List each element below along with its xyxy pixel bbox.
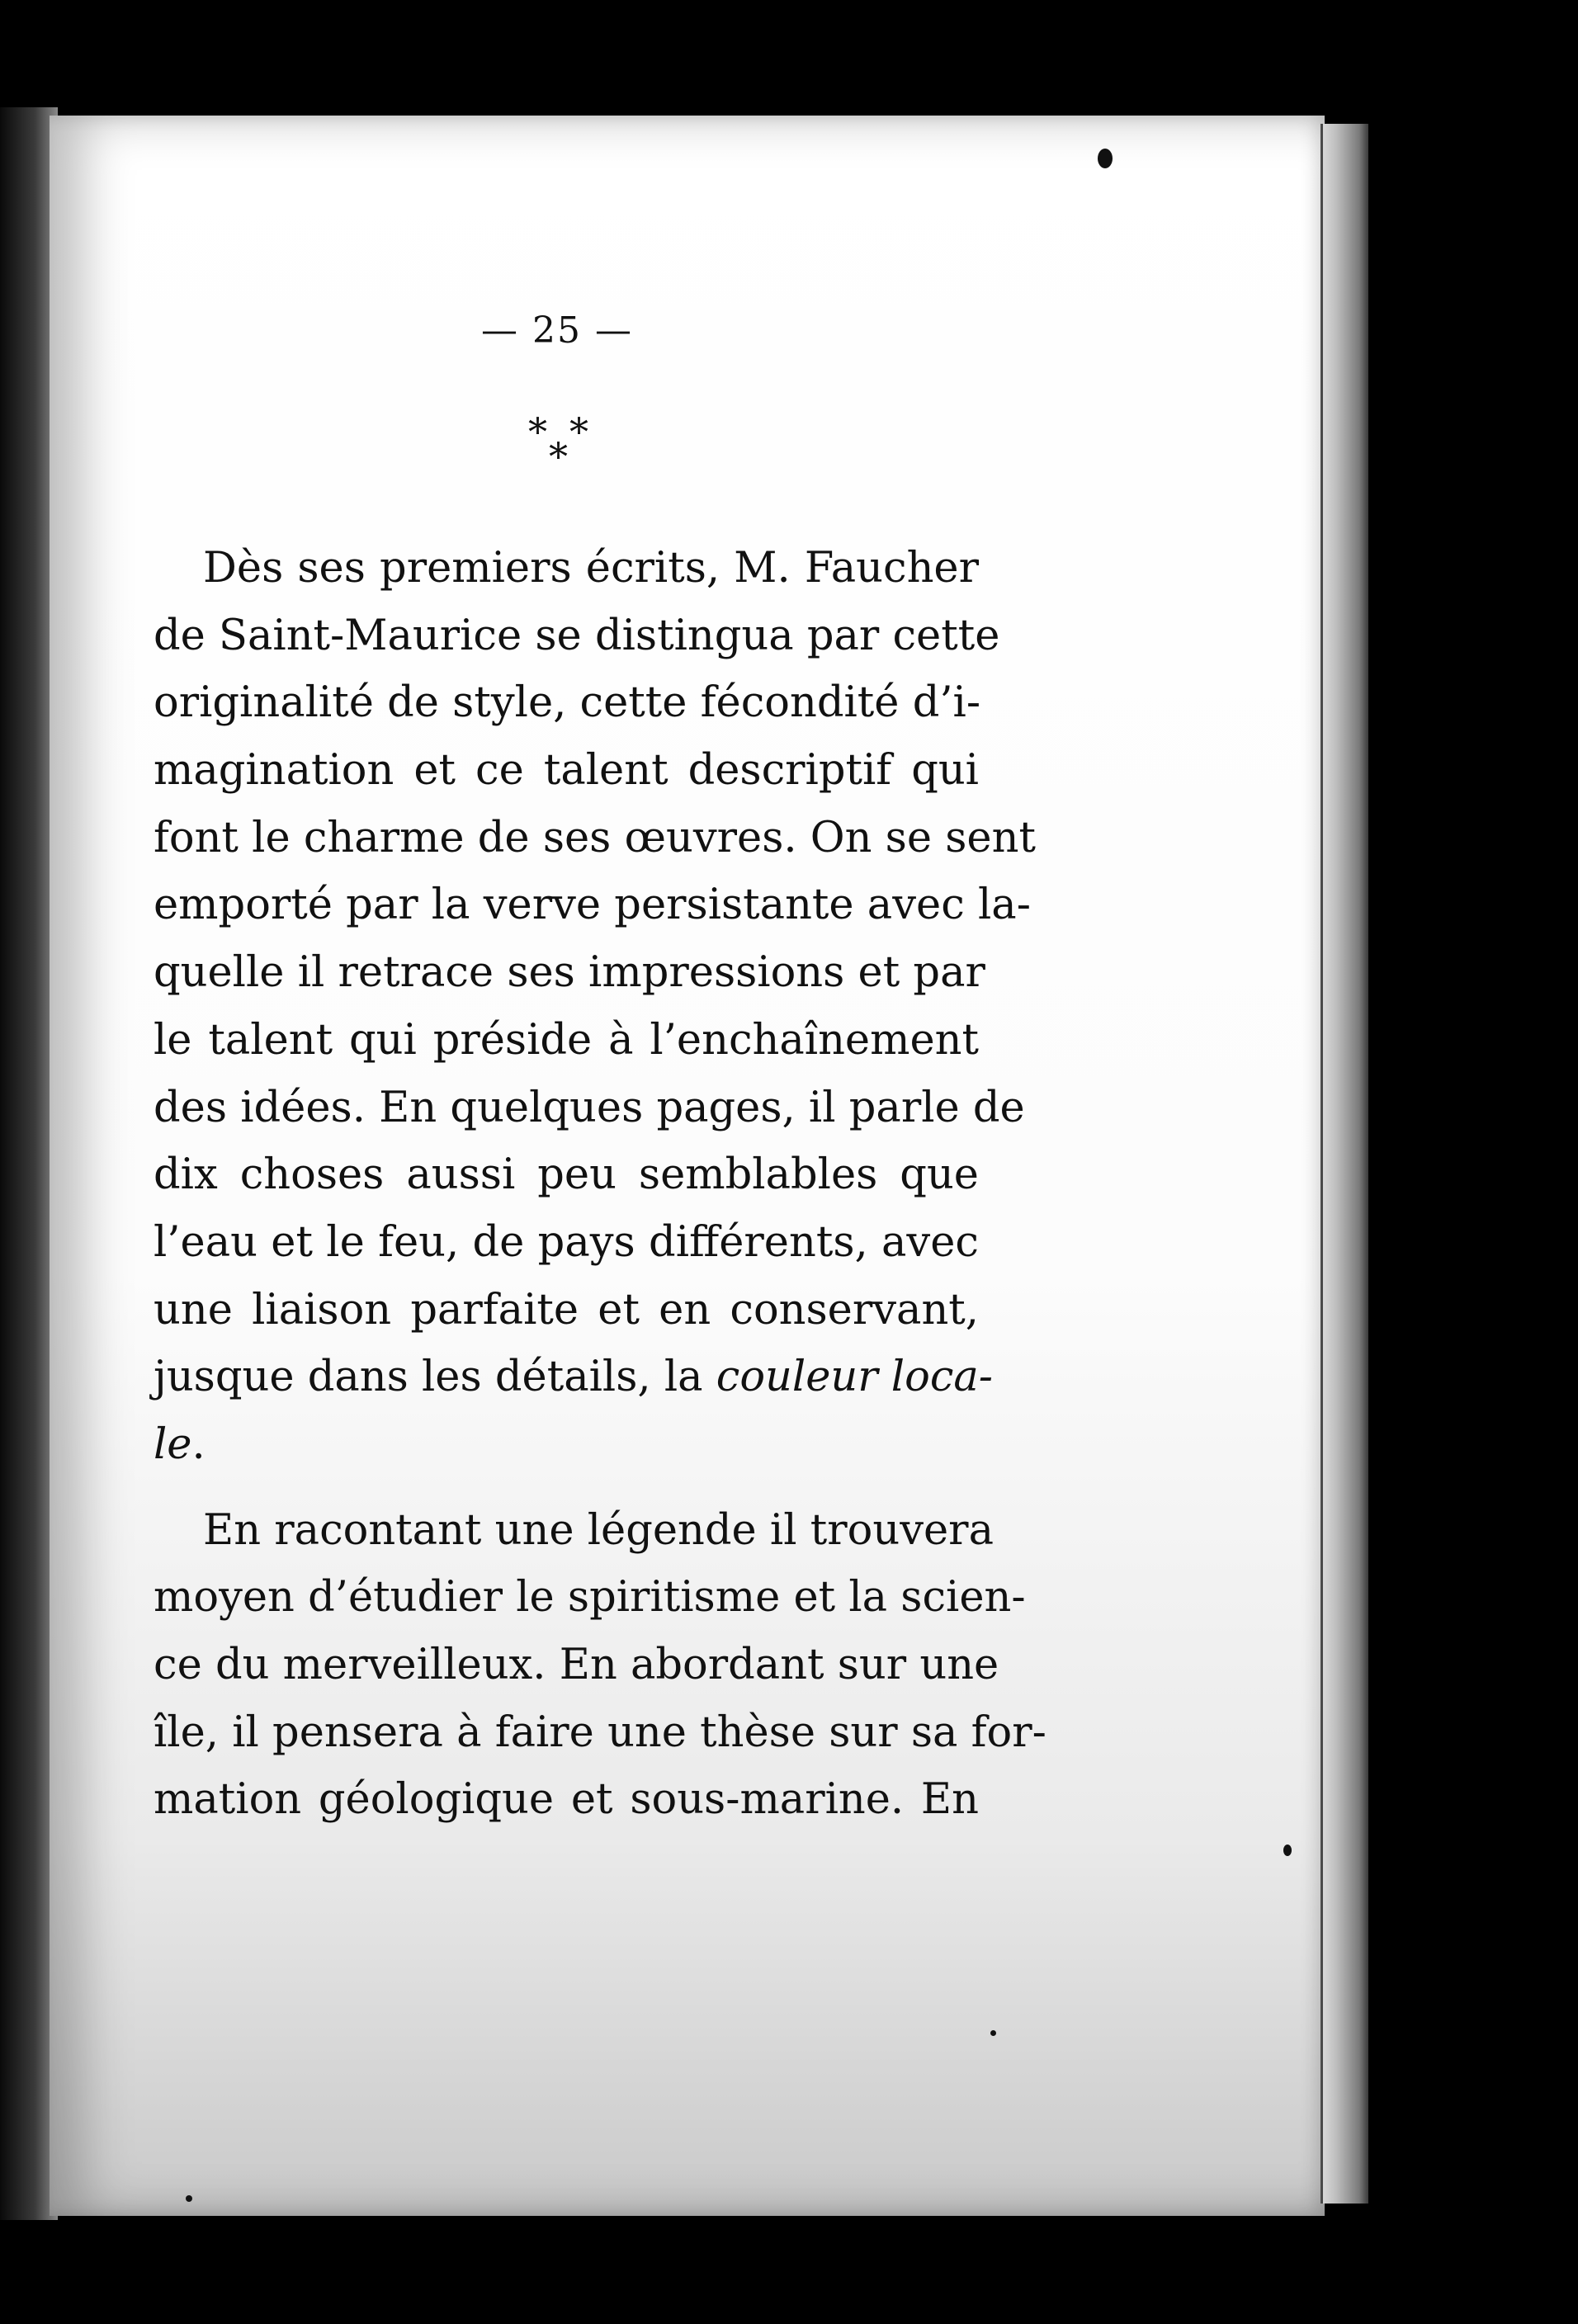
- text-line-with-italic: [154, 1344, 994, 1411]
- asterism-separator: [528, 409, 602, 487]
- body-text: [154, 535, 1046, 1834]
- text-line: une liaison parfaite et en conservant,: [154, 1285, 979, 1334]
- right-page-edge: [1321, 124, 1368, 2204]
- line-text: jusque dans les détails, la: [154, 1353, 716, 1402]
- asterism-star: *: [569, 409, 588, 454]
- text-line: quelle il retrace ses impressions et par: [154, 948, 985, 998]
- ink-speck: [186, 2195, 192, 2202]
- asterism-star: *: [549, 434, 568, 479]
- ink-speck: [1098, 149, 1113, 168]
- paragraph-gap: [154, 1479, 979, 1497]
- text-line: emporté par la verve persistante avec la-: [154, 881, 1031, 930]
- ink-speck: [990, 2030, 996, 2036]
- italic-word: le: [154, 1419, 192, 1469]
- italic-phrase: couleur loca-: [716, 1353, 994, 1402]
- text-line: moyen d’étudier le spiritisme et la scien-: [154, 1573, 1026, 1623]
- asterism-star: *: [528, 409, 547, 454]
- text-line: En racontant une légende il trouvera: [203, 1505, 994, 1555]
- text-line: des idées. En quelques pages, il parle de: [154, 1083, 1025, 1132]
- line-end: .: [191, 1419, 206, 1469]
- text-line: le talent qui préside à l’enchaînement: [154, 1015, 979, 1065]
- ink-speck: [1283, 1845, 1292, 1856]
- text-line: île, il pensera à faire une thèse sur sa for-: [154, 1708, 1046, 1757]
- page-number: — 25 —: [481, 309, 633, 352]
- text-line: l’eau et le feu, de pays différents, avec: [154, 1217, 979, 1267]
- text-line: font le charme de ses œuvres. On se sent: [154, 813, 1036, 862]
- text-line: de Saint-Maurice se distingua par cette: [154, 611, 1000, 660]
- text-line: magination et ce talent descriptif qui: [154, 746, 979, 796]
- text-line: Dès ses premiers écrits, M. Faucher: [203, 544, 979, 593]
- text-line-last: [154, 1411, 979, 1479]
- text-line: ce du merveilleux. En abordant sur une: [154, 1641, 999, 1689]
- text-line: mation géologique et sous-marine. En: [154, 1775, 979, 1825]
- text-line: dix choses aussi peu semblables que: [154, 1150, 979, 1200]
- text-line: originalité de style, cette fécondité d’i-: [154, 678, 981, 728]
